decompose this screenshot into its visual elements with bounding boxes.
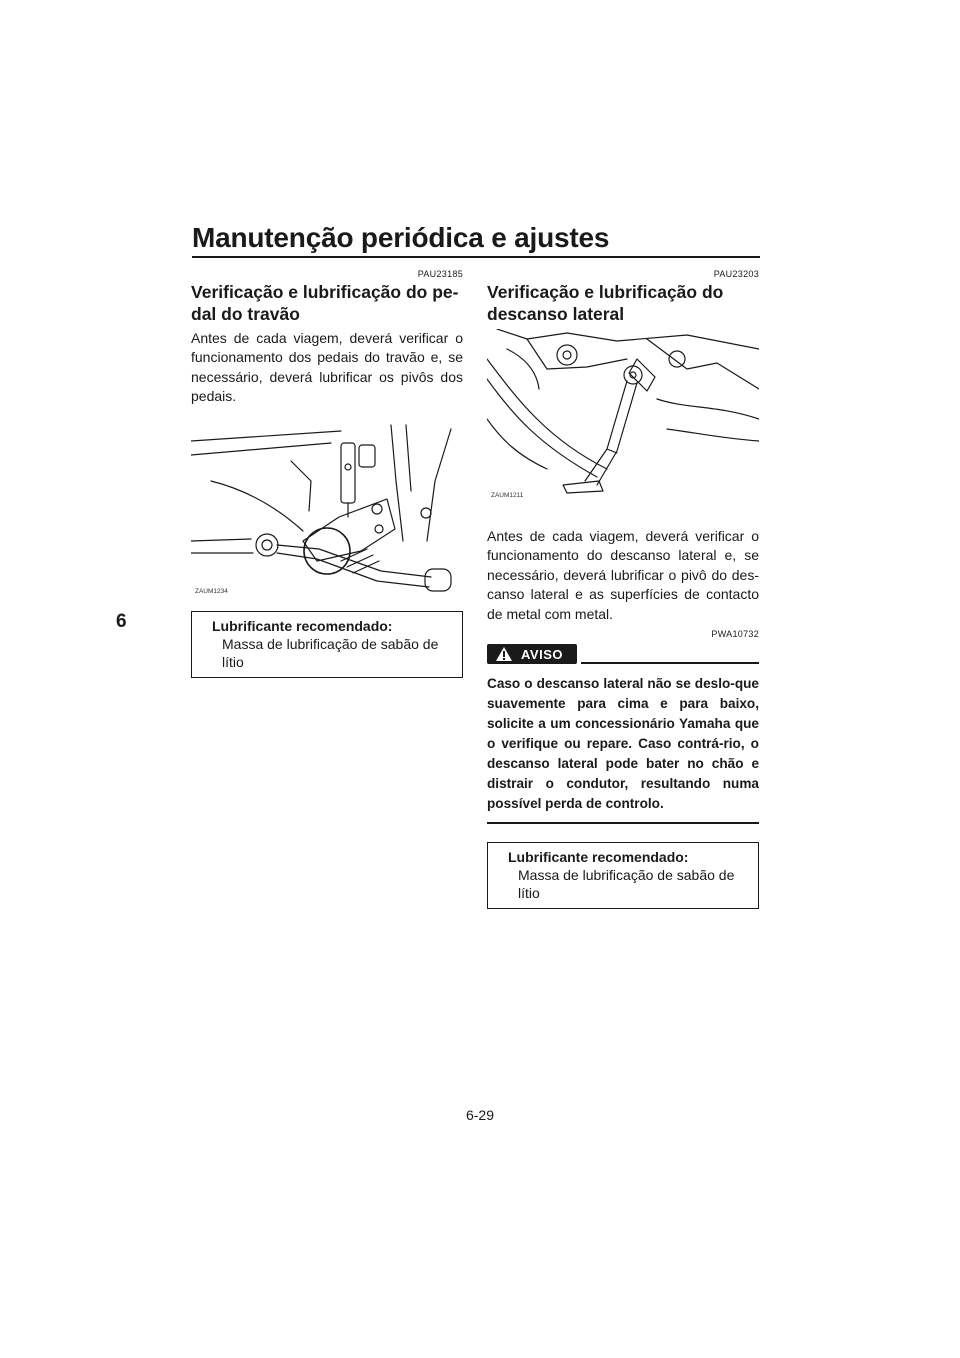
warning-end-rule xyxy=(487,822,759,824)
section-text: Antes de cada viagem, deverá verificar o funcionamento do descanso lateral e, se necessário, deverá lubrificar o pivô do des-canso lateral e as superfícies de contacto de metal com metal. xyxy=(487,528,759,622)
lubricant-value: Massa de lubrificação de sabão de lítio xyxy=(222,635,439,670)
lubricant-label: Lubrificante recomendado: xyxy=(212,617,393,634)
title-rule xyxy=(192,256,760,258)
lubricant-label: Lubrificante recomendado: xyxy=(508,849,689,866)
warning-badge xyxy=(487,644,577,664)
figure-code: ZAUM1234 xyxy=(195,587,228,595)
brake-pedal-illustration xyxy=(191,421,463,607)
warning-text: Caso o descanso lateral não se deslo-que suavemente para cima e para baixo, solicite a um concessionário Yamaha que o verifique ou repare. Caso contrá-rio, o descanso lateral pode bater no chão e distrair o condutor, resultando numa possível perda de controlo. xyxy=(487,676,759,812)
figure-code: ZAUM1211 xyxy=(491,492,524,499)
sidestand-section xyxy=(487,268,759,909)
warning-header xyxy=(487,642,759,668)
lubricant-value: Massa de lubrificação de sabão de lítio xyxy=(518,867,735,902)
brake-pedal-section xyxy=(191,268,463,678)
chapter-number: 6 xyxy=(116,611,127,632)
section-code: PAU23203 xyxy=(713,269,759,279)
warning-rule xyxy=(581,662,759,664)
page-title: Manutenção periódica e ajustes xyxy=(192,222,610,253)
section-heading: Verificação e lubrificação do descanso lateral xyxy=(487,282,724,324)
warning-triangle-icon xyxy=(487,644,521,664)
recommended-lubricant-box xyxy=(191,611,463,678)
section-text: Antes de cada viagem, deverá verificar o funcionamento dos pedais do travão e, se necessário, deverá lubrificar os pivôs dos pedais. xyxy=(191,330,463,405)
recommended-lubricant-box xyxy=(487,842,759,909)
warning-label: AVISO xyxy=(521,646,563,662)
sidestand-illustration xyxy=(487,329,759,505)
warning-code: PWA10732 xyxy=(711,629,759,640)
section-heading: Verificação e lubrificação do pe-dal do travão xyxy=(191,282,459,324)
page-number: 6-29 xyxy=(465,1107,495,1123)
section-code: PAU23185 xyxy=(417,269,463,279)
